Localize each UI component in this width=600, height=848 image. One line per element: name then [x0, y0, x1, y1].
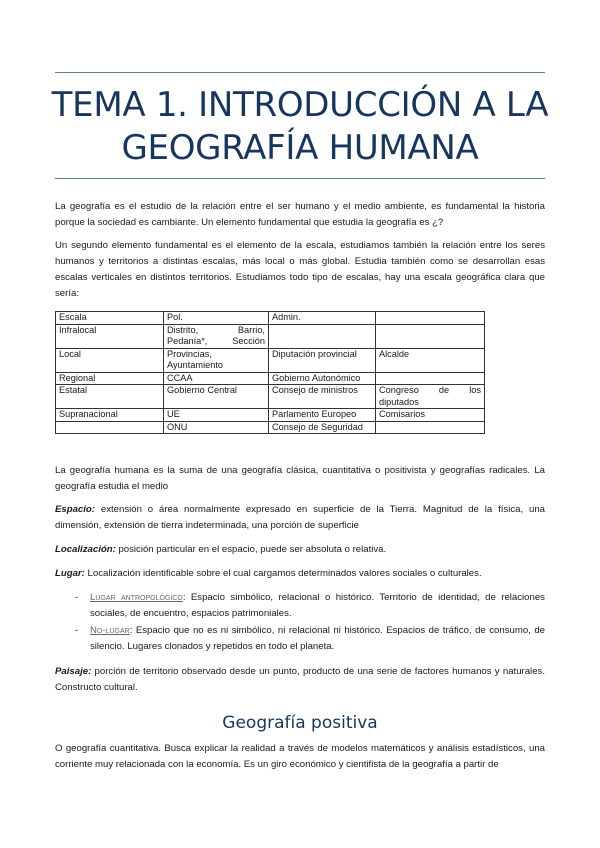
table-cell: UE — [164, 409, 269, 422]
bullet-dash: - — [75, 625, 79, 636]
table-cell: Consejo de Seguridad — [269, 421, 376, 434]
definition-term: Localización: — [55, 544, 116, 555]
bullet-text: : Espacio simbólico, relacional o histórico. Territorio de identidad, de relaciones sociales, de encuentro, espacios patrimoniales. — [90, 592, 545, 619]
table-cell: Distrito, Barrio, Pedanía*, Sección — [164, 324, 269, 348]
table-cell — [56, 421, 164, 434]
definition-paisaje — [55, 664, 545, 696]
bullet-text: : Espacio que no es ni simbólico, ni relacional ni histórico. Espacios de tráfico, de consumo, de silencio. Lugares clonados y repetidos en todo el planeta. — [90, 625, 545, 652]
table-cell: Provincias, Ayuntamiento — [164, 348, 269, 372]
paragraph-geografia-humana: La geografía humana es la suma de una geografía clásica, cuantitativa o positivista y geografías radicales. La geografía estudia el medio — [55, 465, 545, 492]
bullet-term: Lugar antropológico — [90, 592, 183, 603]
definition-term: Paisaje: — [55, 666, 92, 677]
table-cell: Gobierno Central — [164, 385, 269, 409]
table-cell: Escala — [56, 312, 164, 325]
table-cell — [376, 312, 485, 325]
bullet-dash: - — [75, 592, 79, 603]
table-row — [56, 372, 485, 385]
table-cell — [269, 324, 376, 348]
definition-text: porción de territorio observado desde un punto, producto de una serie de factores humanos y naturales. Constructo cultural. — [55, 666, 545, 693]
definition-text: Localización identificable sobre el cual cargamos determinados valores sociales o culturales. — [84, 568, 482, 579]
table-cell: ONU — [164, 421, 269, 434]
table-cell: Consejo de ministros — [269, 385, 376, 409]
paragraph-geografia-positiva: O geografía cuantitativa. Busca explicar la realidad a través de modelos matemáticos y análisis estadísticos, una corriente muy relacionada con la economía. Es un giro económico y cientifista de la geografía a partir de — [55, 743, 545, 770]
table-cell: Supranacional — [56, 409, 164, 422]
paragraph-escala: Un segundo elemento fundamental es el elemento de la escala, estudiamos también la relación entre los seres humanos y territorios a distintas escalas, más local o más global. Estudia también como se desarrollan esas escalas verticales en distintos territorios. Estudiamos todo tipo de escalas, hay una escala geográfica clara que sería: — [55, 240, 545, 299]
section-heading-geografia-positiva: Geografía positiva — [222, 713, 378, 733]
paragraph-intro: La geografía es el estudio de la relación entre el ser humano y el medio ambiente, es fundamental la historia porque la sociedad es cambiante. Un elemento fundamental que estudia la geografía es ¿? — [55, 201, 545, 228]
table-cell: Admin. — [269, 312, 376, 325]
table-cell: Congreso de los diputados — [376, 385, 485, 409]
definition-text: extensión o área normalmente expresado en superficie de la Tierra. Magnitud de la física, una dimensión, extensión de tierra indeterminada, una porción de superficie — [55, 504, 545, 531]
table-row — [56, 385, 485, 409]
table-row — [56, 409, 485, 422]
table-cell: CCAA — [164, 372, 269, 385]
table-cell: Pol. — [164, 312, 269, 325]
table-cell: Regional — [56, 372, 164, 385]
table-cell: Estatal — [56, 385, 164, 409]
definition-text: posición particular en el espacio, puede ser absoluta o relativa. — [115, 544, 387, 555]
table-cell: Diputación provincial — [269, 348, 376, 372]
title-bottom-rule — [55, 178, 545, 179]
definition-localizacion — [55, 542, 545, 558]
table-cell: Infralocal — [56, 324, 164, 348]
table-row — [56, 348, 485, 372]
table-cell — [376, 421, 485, 434]
definition-lugar — [55, 566, 545, 582]
table-cell: Gobierno Autonómico — [269, 372, 376, 385]
table-header-row — [56, 312, 485, 325]
table-cell: Local — [56, 348, 164, 372]
table-cell: Comisarios — [376, 409, 485, 422]
definition-term: Lugar: — [55, 568, 85, 579]
title-top-rule — [55, 72, 545, 73]
table-cell: Parlamento Europeo — [269, 409, 376, 422]
table-row — [56, 421, 485, 434]
table-cell — [376, 372, 485, 385]
page-title: TEMA 1. INTRODUCCIÓN A LA GEOGRAFÍA HUMANA — [51, 85, 549, 168]
bullet-term: No-lugar — [90, 625, 130, 636]
table-cell — [376, 324, 485, 348]
definition-espacio — [55, 502, 545, 534]
definition-term: Espacio: — [55, 504, 95, 515]
table-cell: Alcalde — [376, 348, 485, 372]
scales-table — [55, 311, 485, 434]
table-row — [56, 324, 485, 348]
